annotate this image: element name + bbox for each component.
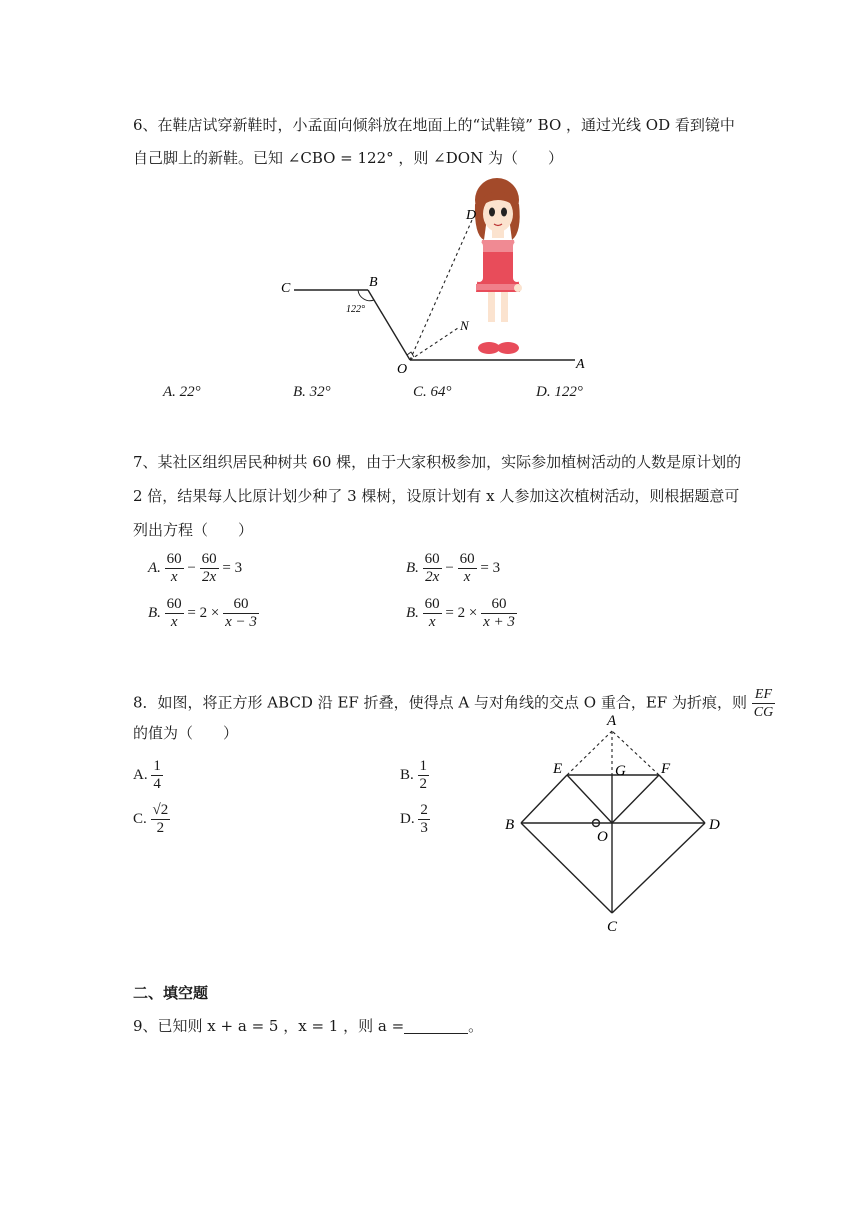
label-n: N [460, 318, 469, 333]
label-b: B [369, 275, 378, 290]
label-o: O [597, 829, 608, 845]
q7-line2: 2 倍，结果每人比原计划少种了 3 棵树，设原计划有 x 人参加这次植树活动，则根据题意可 [133, 487, 740, 505]
q8-figure [495, 705, 735, 945]
label-b: B [505, 817, 515, 833]
q6-line2: 自己脚上的新鞋。已知 ∠CBO = 122° ，则 ∠DON 为（ ） [133, 149, 563, 167]
q7-option-4: B. $\frac{60}{x}$ = 2 × $\frac{60}{x + 3}$ [406, 596, 515, 630]
q6-line1: 6、在鞋店试穿新鞋时，小孟面向倾斜放在地面上的“试鞋镜” BO ，通过光线 OD 看到镜中 [133, 116, 735, 134]
q6-option-a: A. 22° [163, 384, 201, 400]
girl-illustration [475, 178, 522, 354]
label-f: F [661, 761, 671, 777]
q8-option-c: C. $\frac{√2}{2}$ [133, 802, 169, 836]
label-d: D [709, 817, 720, 833]
q8-line1: 8．如图，将正方形 ABCD 沿 EF 折叠，使得点 A 与对角线的交点 O 重合，EF 为折痕，则 $\frac{EF}{CG}$ [133, 687, 774, 720]
q6-option-d: D. 122° [536, 384, 583, 400]
label-d: D [466, 208, 477, 223]
q8-option-a: A. $\frac{1}{4}$ [133, 758, 161, 792]
label-g: G [615, 763, 626, 779]
line-on [410, 328, 458, 360]
q7-option-3: B. $\frac{60}{x}$ = 2 × $\frac{60}{x - 3}$ [148, 596, 257, 630]
angle-label: 122° [346, 304, 365, 315]
label-a: A [576, 357, 585, 372]
label-c: C [281, 281, 291, 296]
q6-option-c: C. 64° [413, 384, 452, 400]
q9-line: 9、已知则 x + a = 5 ，x = 1 ，则 a = 。 [133, 1017, 484, 1035]
answer-blank[interactable] [404, 1017, 468, 1034]
q6-figure [270, 170, 600, 380]
q7-line1: 7、某社区组织居民种树共 60 棵，由于大家积极参加，实际参加植树活动的人数是原计划的 [133, 453, 742, 471]
q6-option-b: B. 32° [293, 384, 331, 400]
q7-option-2: B. $\frac{60}{2x}$ − $\frac{60}{x}$ = 3 [406, 551, 501, 585]
q8-option-d: D. $\frac{2}{3}$ [400, 802, 428, 836]
label-a: A [607, 713, 617, 729]
q7-option-1: A. $\frac{60}{x}$ − $\frac{60}{2x}$ = 3 [148, 551, 243, 585]
line-bo [368, 290, 410, 360]
label-o: O [397, 362, 408, 377]
q8-line2: 的值为（ ） [133, 724, 239, 742]
q7-line3: 列出方程（ ） [133, 521, 254, 539]
section-title: 二、填空题 [133, 984, 209, 1002]
label-c: C [607, 919, 618, 935]
label-e: E [553, 761, 563, 777]
q8-option-b: B. $\frac{1}{2}$ [400, 758, 428, 792]
